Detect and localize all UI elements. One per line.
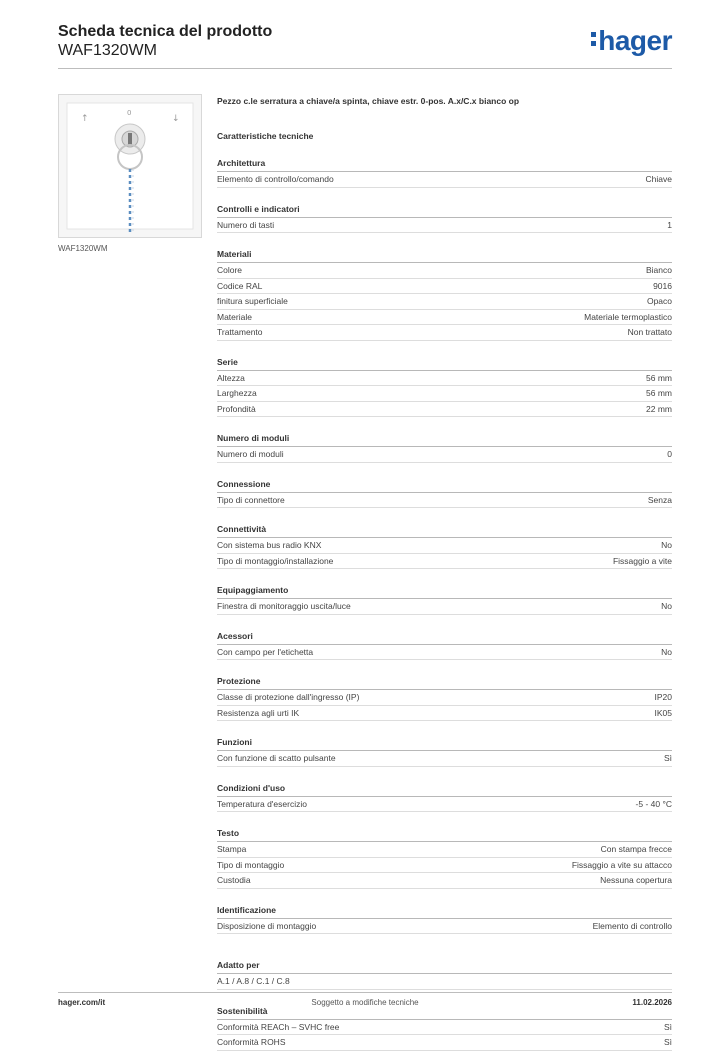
spec-row: [217, 873, 672, 889]
document-header: [58, 22, 272, 60]
section-title: Acessori: [217, 631, 672, 645]
spec-row: [217, 599, 672, 615]
spec-row: [217, 706, 672, 722]
spec-label: Stampa: [217, 844, 247, 854]
spec-section: [217, 676, 672, 721]
spec-label: Con sistema bus radio KNX: [217, 540, 322, 550]
spec-section: [217, 585, 672, 615]
section-title: Equipaggiamento: [217, 585, 672, 599]
spec-label: Numero di moduli: [217, 449, 284, 459]
spec-section: [217, 905, 672, 935]
spec-label: Profondità: [217, 403, 256, 414]
section-title: Connessione: [217, 479, 672, 493]
spec-value: Nessuna copertura: [600, 875, 672, 885]
spec-section: [217, 479, 672, 509]
spec-row: [217, 402, 672, 418]
spec-label: Temperatura d'esercizio: [217, 798, 307, 809]
spec-row: [217, 218, 672, 234]
spec-row: [217, 172, 672, 188]
spec-label: Classe di protezione dall'ingresso (IP): [217, 692, 360, 702]
spec-section: [217, 783, 672, 813]
spec-row: [217, 842, 672, 858]
spec-label: Tipo di montaggio/installazione: [217, 555, 334, 566]
spec-content: [217, 96, 672, 1051]
spec-value: No: [661, 601, 672, 611]
spec-section: [217, 357, 672, 418]
header-divider: [58, 68, 672, 69]
spec-value: 1: [667, 219, 672, 230]
spec-value: Con stampa frecce: [600, 844, 672, 854]
spec-value: Non trattato: [627, 327, 672, 337]
arrow-down-mark: ↓: [172, 114, 180, 124]
section-title: Adatto per: [217, 960, 672, 974]
spec-row: [217, 294, 672, 310]
spec-label: Conformità REACh – SVHC free: [217, 1021, 340, 1032]
arrow-up-mark: ↑: [81, 114, 89, 124]
spec-label: Larghezza: [217, 388, 257, 398]
spec-row: [217, 386, 672, 402]
spec-value: Fissaggio a vite: [612, 555, 672, 566]
section-title: Controlli e indicatori: [217, 204, 672, 218]
spec-section: [217, 960, 672, 990]
spec-value: Sì: [663, 1037, 672, 1047]
spec-label: Finestra di monitoraggio uscita/luce: [217, 601, 351, 611]
section-title: Testo: [217, 828, 672, 842]
hager-logo: [591, 26, 672, 56]
spec-row: [217, 690, 672, 706]
spec-value: 56 mm: [646, 372, 672, 383]
spec-label: Con campo per l'etichetta: [217, 646, 314, 657]
spec-label: Resistenza agli urti IK: [217, 707, 300, 718]
spec-row: [217, 974, 672, 990]
spec-row: [217, 858, 672, 874]
product-image: [58, 94, 202, 238]
spec-value: IP20: [654, 692, 672, 702]
footer-divider: [58, 992, 672, 993]
spec-value: Bianco: [646, 265, 672, 275]
spec-row: [217, 493, 672, 509]
spec-row: [217, 1020, 672, 1036]
spec-heading: Caratteristiche tecniche: [217, 131, 314, 141]
spec-value: Elemento di controllo: [592, 920, 672, 931]
spec-label: Colore: [217, 265, 243, 275]
logo-colon-icon: [591, 32, 596, 48]
spec-row: [217, 645, 672, 661]
image-caption: WAF1320WM: [58, 244, 108, 253]
spec-row: [217, 554, 672, 570]
spec-value: Chiave: [645, 174, 672, 184]
spec-section: [217, 158, 672, 188]
logo-text: hager: [598, 25, 672, 56]
footer-website: hager.com/it: [58, 998, 106, 1007]
spec-value: 22 mm: [646, 403, 672, 414]
spec-value: Senza: [647, 494, 672, 505]
spec-row: [217, 279, 672, 295]
spec-value: -5 - 40 °C: [635, 798, 672, 809]
key-switch-illustration: [59, 95, 201, 237]
spec-section: [217, 1006, 672, 1051]
spec-value: 9016: [653, 280, 672, 291]
spec-sections: [217, 158, 672, 1051]
section-title: Architettura: [217, 158, 672, 172]
spec-row: [217, 371, 672, 387]
spec-section: [217, 524, 672, 569]
section-title: Materiali: [217, 249, 672, 263]
spec-label: Codice RAL: [217, 280, 263, 291]
spec-value: IK05: [654, 707, 672, 718]
section-title: Serie: [217, 357, 672, 371]
spec-row: [217, 310, 672, 326]
footer-notice: Soggetto a modifiche tecniche: [311, 998, 419, 1007]
spec-label: Elemento di controllo/comando: [217, 174, 334, 184]
spec-label: Con funzione di scatto pulsante: [217, 753, 336, 763]
spec-row: [217, 751, 672, 767]
spec-section: [217, 433, 672, 463]
section-title: Condizioni d'uso: [217, 783, 672, 797]
spec-row: [217, 797, 672, 813]
spec-value: Opaco: [646, 296, 672, 306]
zero-position-mark: 0: [127, 109, 132, 117]
spec-row: [217, 538, 672, 554]
spec-value: Fissaggio a vite su attacco: [571, 859, 672, 870]
spec-value: 0: [667, 449, 672, 459]
spec-section: [217, 249, 672, 341]
spec-label: Custodia: [217, 875, 251, 885]
spec-value: 56 mm: [646, 388, 672, 398]
spec-row: [217, 447, 672, 463]
spec-value: Sì: [663, 1021, 672, 1032]
spec-section: [217, 631, 672, 661]
section-title: Identificazione: [217, 905, 672, 919]
spec-label: Numero di tasti: [217, 219, 275, 230]
page-title: Scheda tecnica del prodotto: [58, 23, 273, 40]
section-title: Funzioni: [217, 737, 672, 751]
spec-value: No: [661, 646, 672, 657]
product-code: WAF1320WM: [58, 42, 157, 59]
spec-row: [217, 325, 672, 341]
section-title: Numero di moduli: [217, 433, 672, 447]
spec-label: Disposizione di montaggio: [217, 920, 317, 931]
section-title: Connettività: [217, 524, 672, 538]
spec-label: Tipo di connettore: [217, 494, 285, 505]
footer-date: 11.02.2026: [632, 998, 672, 1007]
spec-value: No: [661, 540, 672, 550]
spec-label: Tipo di montaggio: [217, 859, 285, 870]
spec-section: [217, 737, 672, 767]
spec-label: Trattamento: [217, 327, 263, 337]
spec-section: [217, 204, 672, 234]
spec-label: Materiale: [217, 311, 252, 322]
product-description: Pezzo c.le serratura a chiave/a spinta, chiave estr. 0-pos. A.x/C.x bianco op: [217, 96, 520, 106]
spec-label: finitura superficiale: [217, 296, 288, 306]
spec-value: Materiale termoplastico: [584, 311, 672, 322]
section-title: Protezione: [217, 676, 672, 690]
spec-row: [217, 919, 672, 935]
spec-section: [217, 828, 672, 889]
spec-label: Altezza: [217, 372, 245, 383]
spec-value: Sì: [663, 753, 672, 763]
spec-label: A.1 / A.8 / C.1 / C.8: [217, 976, 290, 986]
spec-row: [217, 263, 672, 279]
spec-label: Conformità ROHS: [217, 1037, 286, 1047]
spec-row: [217, 1035, 672, 1051]
section-title: Sostenibilità: [217, 1006, 672, 1020]
